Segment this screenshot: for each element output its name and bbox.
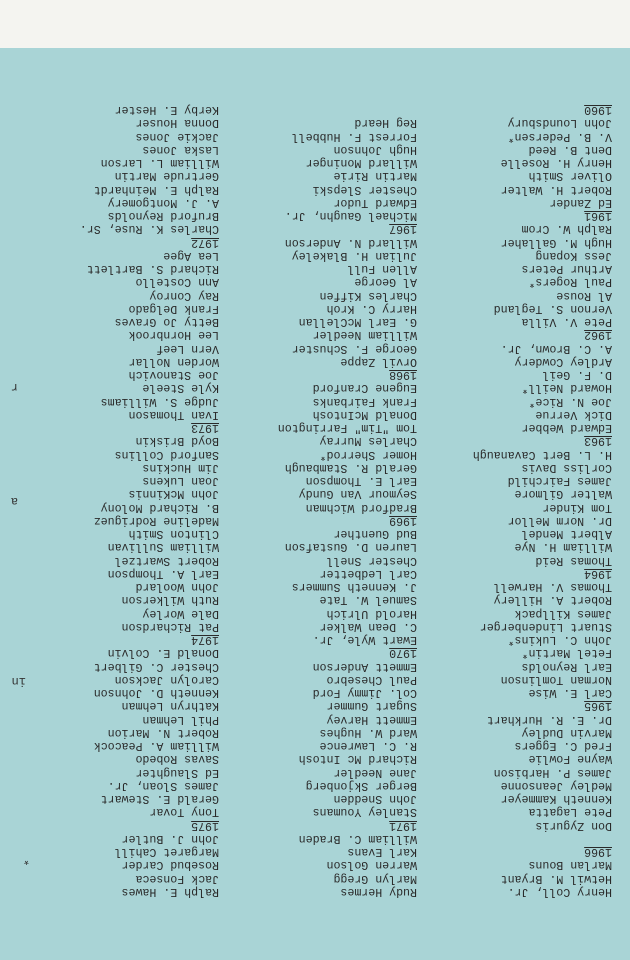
member-name: Emmett Harvey xyxy=(326,712,417,726)
member-name: Charles K. Ruse, Sr. xyxy=(79,222,219,236)
blank-line xyxy=(473,832,612,845)
member-name: Richard S. Bartlett xyxy=(86,262,219,276)
year-heading: 1961 xyxy=(584,209,612,223)
member-name: Rudy Hermes xyxy=(340,885,417,898)
member-name: Jane Needler xyxy=(333,765,417,779)
member-name: Gerald E. Stewart xyxy=(100,792,219,806)
year-heading: 1965 xyxy=(584,699,612,713)
member-name: John J. Butler xyxy=(121,832,219,845)
member-name: R. C. Lawrence xyxy=(319,739,417,753)
member-name: Chester C. Gilbert xyxy=(93,659,219,673)
member-name: Willard Moninger xyxy=(305,156,417,170)
member-name: Ruth Wilkerson xyxy=(121,593,219,607)
member-name: Ann Costello xyxy=(135,275,219,289)
member-name: Dick Verrue xyxy=(535,408,612,421)
member-name: Harold Ulrich xyxy=(326,606,417,620)
member-name: Frank Delgado xyxy=(128,302,219,315)
member-name: Carl E. Wise xyxy=(528,686,612,700)
member-name: J. Kenneth Summers xyxy=(291,580,417,594)
member-name: Jim Huckins xyxy=(142,461,219,474)
member-name: Ralph E. Hawes xyxy=(121,885,219,898)
year-heading: 1964 xyxy=(584,567,612,580)
member-name: Bud Guenther xyxy=(333,527,417,541)
member-name: Rosebud Carder xyxy=(121,858,219,872)
member-name: Edward Webber xyxy=(521,421,612,435)
member-name: C. Dean Walker xyxy=(319,620,417,633)
member-name: Samuel W. Tate xyxy=(319,593,417,607)
member-name: Dr. Norm Mellor xyxy=(507,514,612,527)
names-column-1 xyxy=(473,103,612,898)
member-name: Tom "Tim" Farrington xyxy=(277,421,417,435)
member-name: Al George xyxy=(354,275,417,289)
year-heading: 1963 xyxy=(584,434,612,448)
member-name: Ivan Thomason xyxy=(128,408,219,421)
member-name: Kerby E. Hester xyxy=(114,103,219,117)
member-name: Earl Reynolds xyxy=(521,659,612,673)
year-heading: 1975 xyxy=(191,818,219,832)
member-name: Eugene Cranford xyxy=(312,381,417,395)
member-name: Ralph E. Meinhardt xyxy=(93,182,219,196)
member-name: Jess Kopang xyxy=(535,249,612,262)
member-name: Orvil Zappe xyxy=(340,355,417,368)
member-name: Thomas Reid xyxy=(535,553,612,567)
member-name: Ewart Wyle, Jr. xyxy=(312,633,417,647)
member-name: Norman Tomlinson xyxy=(500,673,612,686)
member-name: Berger Skjonberg xyxy=(305,779,417,792)
member-name: Jackie Jones xyxy=(135,129,219,143)
member-name: Joe N. Rice* xyxy=(528,394,612,408)
member-name: H. L. Bert Cavanaugh xyxy=(472,447,612,461)
member-name: Joan Lukens xyxy=(142,474,219,488)
member-name: Marlyn Gregg xyxy=(333,871,417,885)
member-name: Seymour Van Gundy xyxy=(298,487,417,501)
names-column-2 xyxy=(278,116,417,898)
member-name: Henry Coll, Jr. xyxy=(507,885,612,898)
member-name: John Loundsbury xyxy=(507,116,612,130)
member-name: Homer Sherrod* xyxy=(319,447,417,461)
member-name: A. J. Montgomery xyxy=(107,196,219,209)
member-name: Thomas V. Harwell xyxy=(493,580,612,594)
year-heading: 1968 xyxy=(389,368,417,382)
member-name: Ralph W. Crom xyxy=(521,222,612,236)
member-name: Sanford Collins xyxy=(114,447,219,461)
edge-mark: in xyxy=(11,674,26,688)
edge-mark: * xyxy=(22,852,30,866)
member-name: John McKinnis xyxy=(128,487,219,501)
member-name: James Sloan, Jr. xyxy=(107,779,219,792)
member-name: Bruford Reynolds xyxy=(107,209,219,223)
member-name: Edward Tudor xyxy=(333,196,417,209)
member-name: Marlan Bouns xyxy=(528,858,612,872)
member-name: Joe Stanovich xyxy=(128,368,219,382)
member-name: Don Zyguris xyxy=(535,818,612,832)
member-name: William A. Peacock xyxy=(93,739,219,753)
member-name: William Sullivan xyxy=(107,540,219,554)
member-name: Harry C. Kroh xyxy=(326,302,417,315)
member-name: Julian H. Blakeley xyxy=(291,249,417,262)
member-name: Charles Murray xyxy=(319,434,417,448)
year-heading: 1974 xyxy=(191,633,219,647)
member-name: Vern Leef xyxy=(156,341,219,355)
member-name: Earl E. Thompson xyxy=(305,474,417,488)
member-name: Richard Mc Intosh xyxy=(298,752,417,766)
member-name: Marvin Dudley xyxy=(521,726,612,739)
member-name: Madeline Rodriguez xyxy=(93,514,219,527)
member-name: Hugh M. Gallaher xyxy=(500,235,612,249)
member-name: John C. Lukins* xyxy=(507,633,612,647)
member-name: A. C. Brown, Jr. xyxy=(500,341,612,355)
member-name: Karl Evans xyxy=(347,845,417,859)
member-name: Savas Robedo xyxy=(135,752,219,766)
member-name: Boyd Briskin xyxy=(135,434,219,448)
member-name: Col. Jimmy Ford xyxy=(312,686,417,700)
year-heading: 1970 xyxy=(389,646,417,660)
member-name: Willard N. Anderson xyxy=(284,235,417,249)
member-name: Paul Rogers* xyxy=(528,275,612,289)
member-name: Howard Neill* xyxy=(521,381,612,395)
year-heading: 1969 xyxy=(389,514,417,527)
year-heading: 1973 xyxy=(191,421,219,435)
member-name: Robert N. Marion xyxy=(107,726,219,739)
member-name: Kenneth D. Johnson xyxy=(93,686,219,700)
member-name: V. B. Pedersen* xyxy=(507,129,612,143)
member-name: Dale Worley xyxy=(142,606,219,620)
member-name: Robert A. Hillery xyxy=(493,593,612,607)
member-name: Tom Kinder xyxy=(542,500,612,514)
member-name: Tony Tovar xyxy=(149,805,219,819)
member-name: Dent B. Reed xyxy=(528,143,612,156)
member-name: Hugh Johnson xyxy=(333,143,417,156)
edge-mark: r xyxy=(10,380,18,394)
member-name: Sugart Gummer xyxy=(326,699,417,713)
member-name: Henry H. Roselle xyxy=(500,156,612,170)
member-name: D. F. Geil xyxy=(542,368,612,382)
member-name: Arthur Peters xyxy=(521,262,612,276)
member-name: Donald E. Colvin xyxy=(107,646,219,660)
member-name: B. Richard Molony xyxy=(100,500,219,514)
member-name: Wayne Fowlie xyxy=(528,752,612,766)
member-name: Stuart Lindenberger xyxy=(479,620,612,633)
member-name: Lee Hornbrook xyxy=(128,328,219,342)
member-name: Ed Slaughter xyxy=(135,765,219,779)
member-name: William H. Nye xyxy=(514,540,612,554)
member-name: James Killpack xyxy=(514,606,612,620)
member-name: William L. Larson xyxy=(100,156,219,170)
member-name: Betty Jo Graves xyxy=(114,315,219,329)
year-heading: 1967 xyxy=(389,222,417,236)
member-name: Hetwil M. Bryant xyxy=(500,871,612,885)
year-heading: 1960 xyxy=(584,103,612,117)
member-name: Chester Slepski xyxy=(312,182,417,196)
year-heading: 1971 xyxy=(389,818,417,832)
member-name: Warren Golson xyxy=(326,858,417,872)
member-name: Reg Heard xyxy=(354,116,417,130)
member-name: Lea Agee xyxy=(163,249,219,262)
member-name: Paul Chesebro xyxy=(326,673,417,686)
member-name: Emmett Anderson xyxy=(312,659,417,673)
edge-mark: a xyxy=(10,494,18,508)
member-name: James Fairchild xyxy=(507,474,612,488)
member-name: William C. Braden xyxy=(298,832,417,845)
member-name: Earl A. Thompson xyxy=(107,567,219,580)
member-name: Allen Full xyxy=(347,262,417,276)
member-name: Chester Snell xyxy=(326,553,417,567)
member-name: Clinton Smith xyxy=(128,527,219,541)
member-name: Ed Zander xyxy=(549,196,612,209)
year-heading: 1962 xyxy=(584,328,612,342)
member-name: Vernon S. Tegland xyxy=(493,302,612,315)
member-name: Michael Gaughn, Jr. xyxy=(284,209,417,223)
member-name: Kathryn Lehman xyxy=(121,699,219,713)
member-name: Laska Jones xyxy=(142,143,219,156)
member-name: Donald McIntosh xyxy=(312,408,417,421)
member-name: Pete V. Villa xyxy=(521,315,612,329)
member-name: Forrest F. Hubbell xyxy=(291,129,417,143)
member-name: Phil Lehman xyxy=(142,712,219,726)
member-name: Stanley Youmans xyxy=(312,805,417,819)
member-name: Pete Lagatta xyxy=(528,805,612,819)
member-name: Albert Mendel xyxy=(521,527,612,541)
member-name: Kenneth Kammeyer xyxy=(500,792,612,806)
member-name: Dr. E. R. Hurkhart xyxy=(486,712,612,726)
member-name: Robert H. Walter xyxy=(500,182,612,196)
sheet-margin xyxy=(0,0,630,48)
member-name: William Needler xyxy=(312,328,417,342)
member-name: G. Earl McClellan xyxy=(298,315,417,329)
member-name: Martin Ririe xyxy=(333,169,417,183)
member-name: Ardley Cowdery xyxy=(514,355,612,368)
member-name: Al Rouse xyxy=(556,288,612,302)
member-name: Donna Houser xyxy=(135,116,219,130)
member-name: Gertrude Martin xyxy=(114,169,219,183)
year-heading: 1972 xyxy=(191,235,219,249)
member-name: Ward W. Hughes xyxy=(319,726,417,739)
member-name: John Snedden xyxy=(333,792,417,806)
member-name: Medley Jeansonne xyxy=(500,779,612,792)
member-name: Fetel Martin* xyxy=(521,646,612,660)
member-name: Walter Gilmore xyxy=(514,487,612,501)
member-name: Lauren D. Gustafson xyxy=(284,540,417,554)
member-name: John Woolard xyxy=(135,580,219,594)
member-name: Bradford Wichman xyxy=(305,500,417,514)
member-name: Gerald R. Stambaugh xyxy=(284,461,417,474)
member-name: Oliver Smith xyxy=(528,169,612,183)
member-name: Kyle Steele xyxy=(142,381,219,395)
member-name: Frank Fairbanks xyxy=(312,394,417,408)
member-name: James P. Harbison xyxy=(493,765,612,779)
member-name: Jack Fonseca xyxy=(135,871,219,885)
member-name: Worden Nollar xyxy=(128,355,219,368)
member-name: Charles Kiffen xyxy=(319,288,417,302)
member-name: Margaret Cahill xyxy=(114,845,219,859)
member-name: Pat Richardson xyxy=(121,620,219,633)
names-column-3 xyxy=(80,103,219,898)
member-name: Carl Ledbetter xyxy=(319,567,417,580)
member-name: Judge S. Williams xyxy=(100,394,219,408)
member-name: George F. Schuster xyxy=(291,341,417,355)
member-name: Ray Conroy xyxy=(149,288,219,302)
member-name: Fred C. Eggers xyxy=(514,739,612,753)
member-name: Corliss Davis xyxy=(521,461,612,474)
member-name: Carolyn Jackson xyxy=(114,673,219,686)
year-heading: 1966 xyxy=(584,845,612,859)
member-name: Robert Swartzel xyxy=(114,553,219,567)
